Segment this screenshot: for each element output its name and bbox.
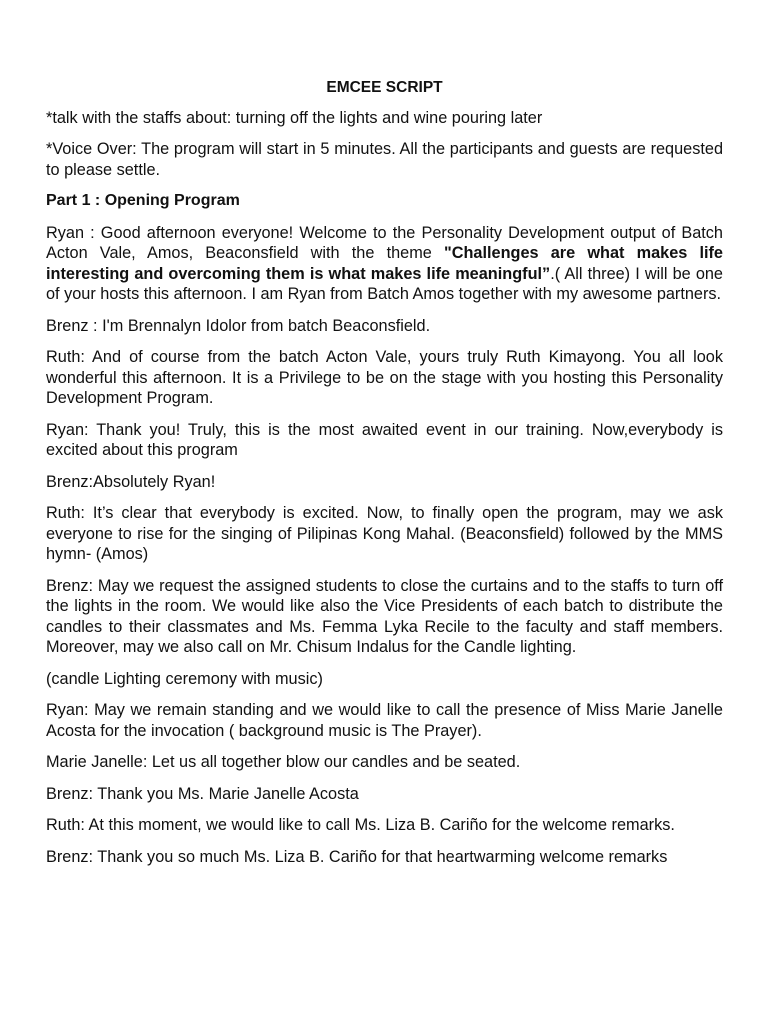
staff-note: *talk with the staffs about: turning off the lights and wine pouring later [46, 108, 543, 127]
ryan-opening-text: Ryan : Good afternoon everyone! Welcome to the Personality Development output of Batch Acton Vale, Amos, Beaconsfield with the theme [46, 223, 723, 262]
ryan-thanks-paragraph: Ryan: Thank you! Truly, this is the most awaited event in our training. Now,everybody is excited about this program [46, 420, 723, 459]
document-page [46, 78, 723, 878]
ryan-invocation-paragraph: Ryan: May we remain standing and we would like to call the presence of Miss Marie Janelle Acosta for the invocation ( background music is The Prayer). [46, 701, 723, 740]
brenz-welcome-thanks-paragraph: Brenz: Thank you so much Ms. Liza B. Cariño for that heartwarming welcome remarks [46, 847, 668, 866]
candle-ceremony-note: (candle Lighting ceremony with music) [46, 669, 323, 688]
ruth-anthem-paragraph: Ruth: It’s clear that everybody is excited. Now, to finally open the program, may we ask everyone to rise for the singing of Pilipinas Kong Mahal. (Beaconsfield) followed by the MMS hymn- (Amos) [46, 504, 723, 563]
brenz-absolutely-paragraph: Brenz:Absolutely Ryan! [46, 472, 216, 491]
marie-janelle-paragraph: Marie Janelle: Let us all together blow our candles and be seated. [46, 753, 521, 771]
ryan-opening-continued: .( All three) I will be one of your hosts this afternoon. I am Ryan from Batch Amos together with my awesome partners. [46, 264, 723, 303]
brenz-candles-paragraph: Brenz: May we request the assigned students to close the curtains and to the staffs to turn off the lights in the room. We would like also the Vice Presidents of each batch to distribute the candles to their classmates and Ms. Femma Lyka Recile to the faculty and staff members. Moreover, may we also call on Mr. Chisum Indalus for the Candle lighting. [46, 576, 723, 656]
brenz-thanks-paragraph: Brenz: Thank you Ms. Marie Janelle Acosta [46, 784, 359, 803]
brenz-intro-paragraph: Brenz : I'm Brennalyn Idolor from batch Beaconsfield. [46, 316, 431, 335]
document-title: EMCEE SCRIPT [326, 79, 443, 96]
ruth-welcome-paragraph: Ruth: At this moment, we would like to call Ms. Liza B. Cariño for the welcome remarks. [46, 816, 675, 834]
ruth-intro-paragraph: Ruth: And of course from the batch Acton Vale, yours truly Ruth Kimayong. You all look wonderful this afternoon. It is a Privilege to be on the stage with you hosting this Personality Development Program. [46, 348, 723, 407]
ryan-opening-paragraph [46, 223, 723, 305]
theme-text: "Challenges are what makes life interesting and overcoming them is what makes life meaningful” [46, 244, 723, 283]
part1-heading: Part 1 : Opening Program [46, 192, 240, 209]
voice-over-paragraph: *Voice Over: The program will start in 5 minutes. All the participants and guests are requested to please settle. [46, 140, 723, 179]
